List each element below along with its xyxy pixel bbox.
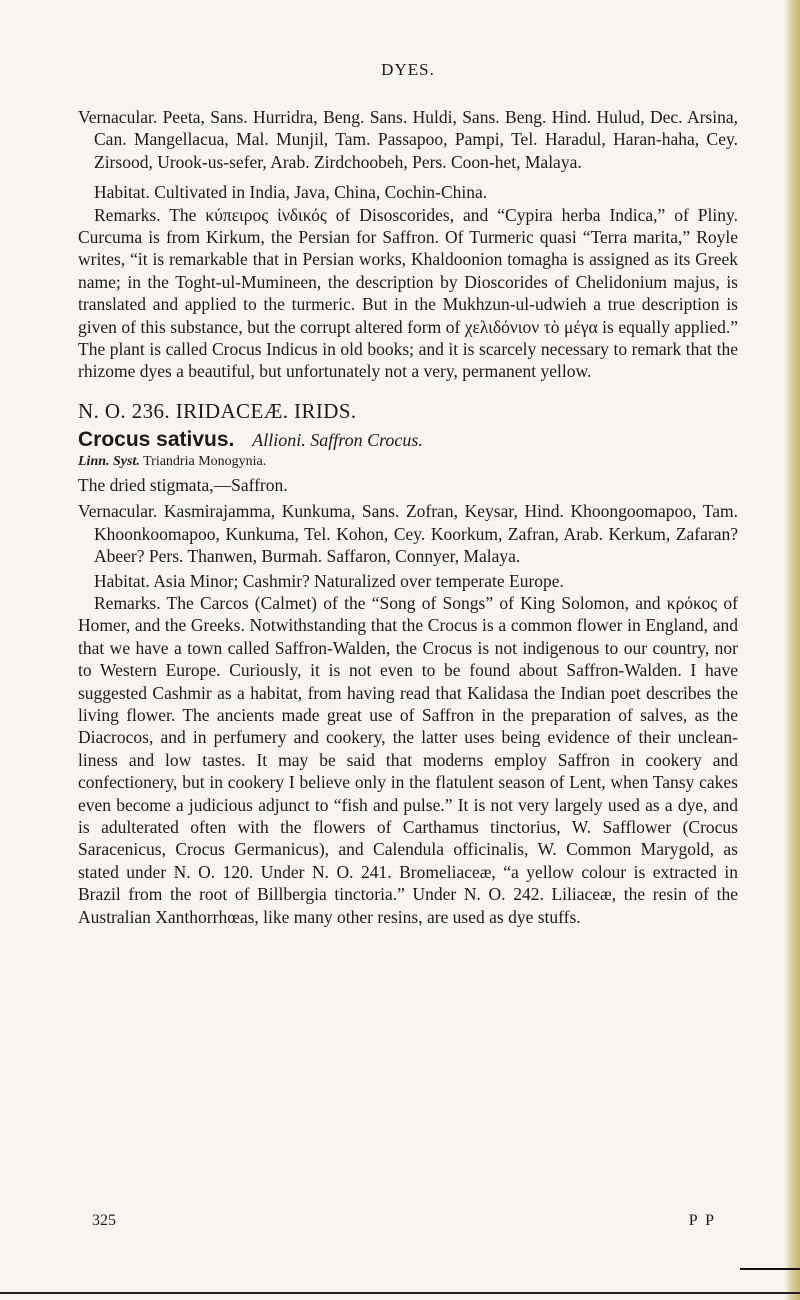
linnaean-system <box>78 454 738 470</box>
species-author: Allioni. Saffron Crocus. <box>252 429 423 450</box>
signature-mark: P P <box>688 1212 716 1229</box>
saffron-vernacular: Vernacular. Kasmirajamma, Kunkuma, Sans. Zofran, Keysar, Hind. Khoongoomapoo, Tam. Khoonkoomapoo, Kunkuma, Tel. Kohon, Cey. Koorkum, Zafran, Arab. Kerkum, Zafaran? Abeer? Pers. Thanwen, Burmah. Saffaron, Connyer, Malaya. <box>78 501 738 567</box>
bottom-rule <box>0 1292 800 1294</box>
edge-rule <box>740 1268 800 1270</box>
page-number: 325 <box>92 1212 116 1229</box>
species-name: Crocus sativus. <box>78 427 235 451</box>
linn-label: Linn. Syst. <box>78 453 140 469</box>
saffron-habitat: Habitat. Asia Minor; Cashmir? Naturalized over temperate Europe. <box>94 570 564 591</box>
turmeric-remarks: Remarks. The κύπειρος ἰνδικός of Disoscorides, and “Cypira herba Indica,” of Pliny. Curcuma is from Kirkum, the Persian for Saffron. Of Turmeric quasi “Terra marita,” Royle writes, “it is remarkable that in Persian works, Khaldoonion tomagha is assigned as its Greek name; in the Toght-ul-Mumineen, the description by Dioscorides of Chelidonium majus, is translated and applied to the turmeric. But in the Mukhzun-ul-udwieh a true description is given of this substance, but the corrupt altered form of χελιδόνιον τὸ μέγα is equally applied.” The plant is called Crocus Indicus in old books; and it is scarcely necessary to remark that the rhizome dyes a beautiful, but unfortunately not a very, permanent yellow. <box>78 204 738 382</box>
turmeric-vernacular: Vernacular. Peeta, Sans. Hurridra, Beng. Sans. Huldi, Sans. Beng. Hind. Hulud, Dec. Arsina, Can. Mangellacua, Mal. Munjil, Tam. Passapoo, Pampi, Tel. Haradul, Haran-haha, Cey. Zirsood, Urook-us-sefer, Arab. Zirdchoobeh, Pers. Coon-het, Malaya. <box>78 107 738 172</box>
page-edge <box>784 0 800 1300</box>
page-body <box>78 60 738 928</box>
section-heading: N. O. 236. IRIDACEÆ. IRIDS. <box>78 398 357 423</box>
turmeric-habitat: Habitat. Cultivated in India, Java, China, Cochin-China. <box>94 182 488 203</box>
part-used: The dried stigmata,—Saffron. <box>78 474 288 495</box>
saffron-remarks: Remarks. The Carcos (Calmet) of the “Song of Songs” of King Solomon, and κρόκος of Homer, and the Greeks. Notwithstanding that the Crocus is a common flower in England, and that we have a town called Saffron-Walden, the Crocus is not indigenous to our country, nor to Western Europe. Curiously, it is not even to be found about Saffron-Walden. I have suggested Cashmir as a habitat, from having read that Kalidasa the Indian poet describes the living flower. The ancients made great use of Saffron in the preparation of salves, as the Diacrocos, and in perfumery and cookery, the latter uses being evidence of their unclean-liness and low tastes. It may be said that moderns employ Saffron in cookery and confectionery, but in cookery I believe only in the flatulent season of Lent, when Tansy cakes even become a judicious adjunct to “fish and pulse.” It is not very largely used as a dye, and is adulterated often with the flowers of Carthamus tinctorius, W. Safflower (Crocus Saracenicus, Crocus Germanicus), and Calendula officinalis, W. Common Marygold, as stated under N. O. 120. Under N. O. 241. Bromeliaceæ, “a yellow colour is extracted in Brazil from the root of Billbergia tinctoria.” Under N. O. 242. Liliaceæ, the resin of the Australian Xanthorrhœas, like many other resins, are used as dye stuffs. <box>78 592 738 927</box>
linn-value: Triandria Monogynia. <box>143 453 267 469</box>
running-head: DYES. <box>381 60 435 79</box>
species-heading <box>78 428 738 452</box>
